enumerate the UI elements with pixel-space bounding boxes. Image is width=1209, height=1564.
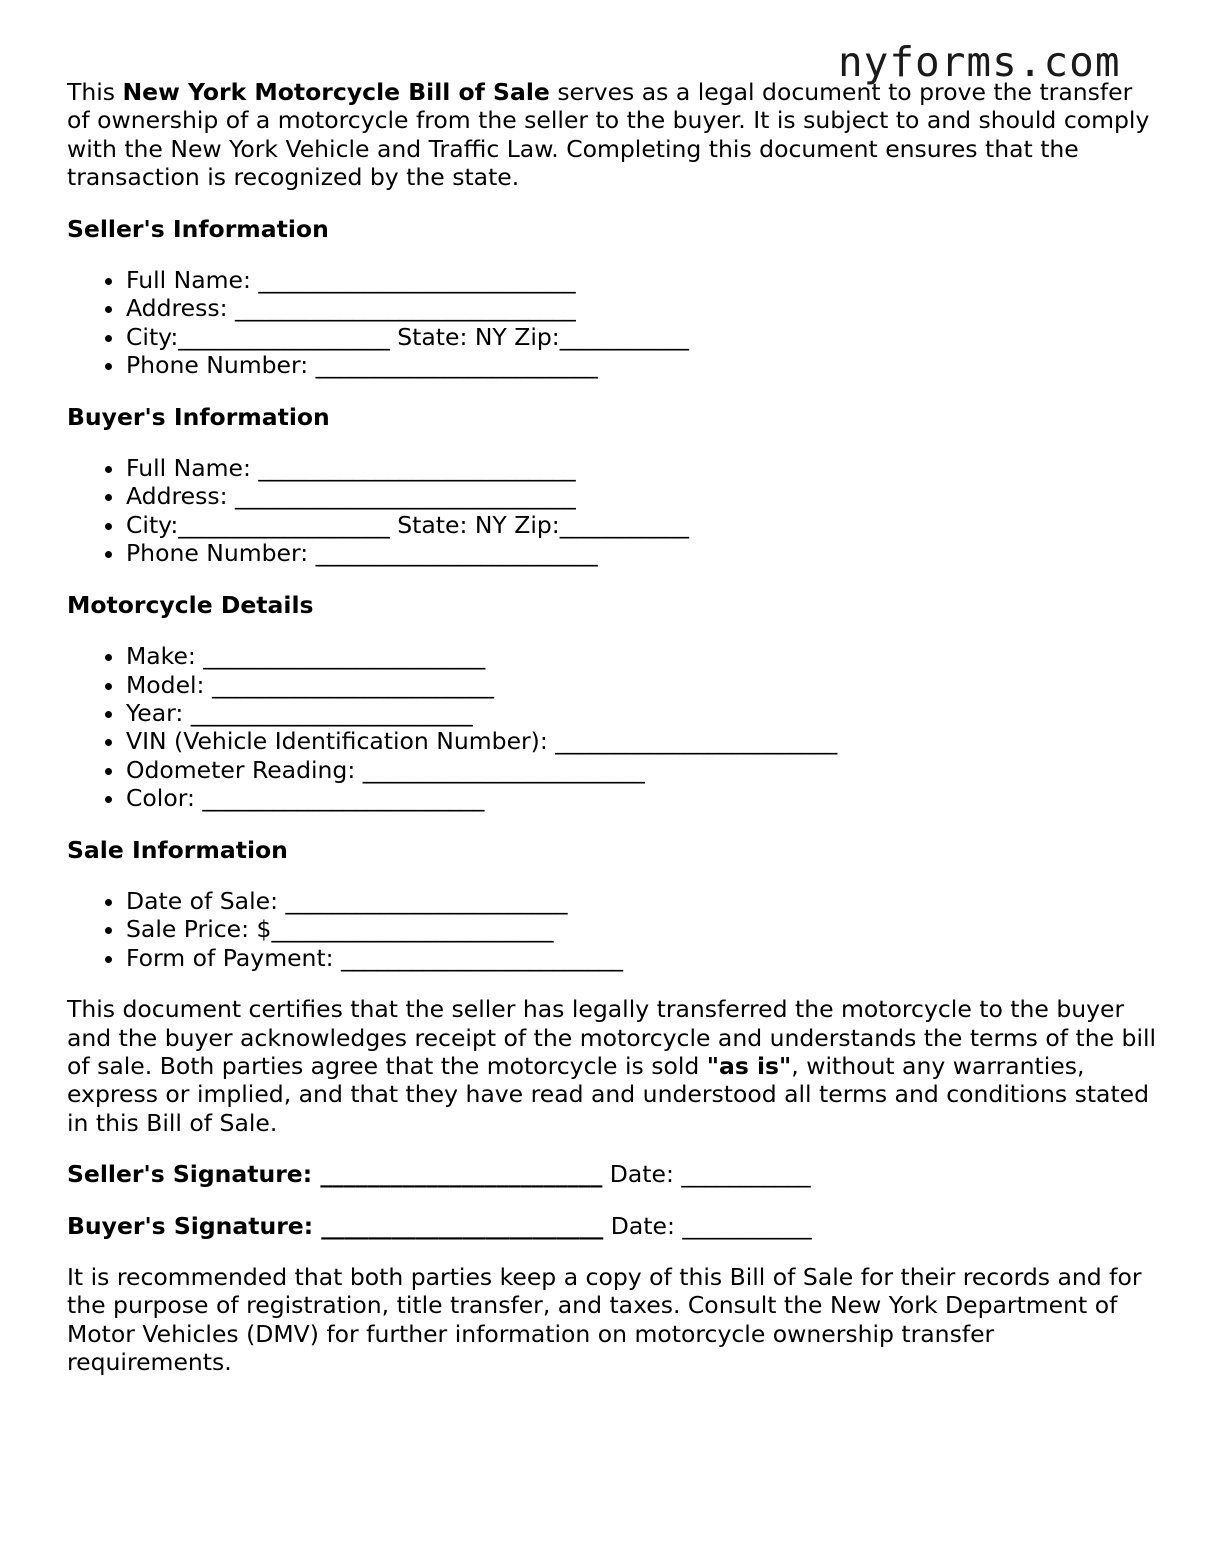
seller-phone-field[interactable]: • Phone Number: ________________________ [126,351,1157,379]
seller-signature-label: Seller's Signature: ________________________ [67,1160,603,1189]
intro-paragraph: This New York Motorcycle Bill of Sale serves as a legal document to prove the transfer of ownership of a motorcycle from the seller to the buyer. It is subject to and should comply with the New York Vehicle and Traffic Law. Completing this document ensures that the transaction is recognized by the state. [67,78,1150,192]
seller-full-name-field[interactable]: • Full Name: ___________________________ [126,266,1157,294]
motorcycle-fields [67,642,1157,812]
buyer-phone-field[interactable]: • Phone Number: ________________________ [126,539,1157,567]
date-of-sale-field[interactable]: • Date of Sale: ________________________ [126,887,1157,915]
seller-address-field[interactable]: • Address: _____________________________ [126,294,1157,322]
seller-heading: Seller's Information [67,214,329,243]
buyer-signature-label: Buyer's Signature: ________________________ [67,1211,604,1240]
buyer-address-field[interactable]: • Address: _____________________________ [126,482,1157,510]
buyer-heading: Buyer's Information [67,402,330,431]
buyer-city-state-zip-field[interactable]: • City:__________________ State: NY Zip:___________ [126,511,1157,539]
seller-fields [67,266,1157,380]
as-is-clause: "as is" [706,1051,792,1080]
form-of-payment-field[interactable]: • Form of Payment: ________________________ [126,944,1157,972]
buyer-fields [67,454,1157,568]
color-field[interactable]: • Color: ________________________ [126,784,1157,812]
motorcycle-heading: Motorcycle Details [67,590,314,619]
model-field[interactable]: • Model: ________________________ [126,671,1157,699]
site-watermark: nyforms.com [838,38,1121,86]
buyer-full-name-field[interactable]: • Full Name: ___________________________ [126,454,1157,482]
seller-signature-line[interactable] [67,1160,1157,1188]
document-title: New York Motorcycle Bill of Sale [122,78,550,106]
seller-signature-date[interactable]: Date: ___________ [602,1160,811,1189]
seller-city-state-zip-field[interactable]: • City:__________________ State: NY Zip:___________ [126,323,1157,351]
vin-field[interactable]: • VIN (Vehicle Identification Number): ________________________ [126,727,1157,755]
certification-paragraph: This document certifies that the seller has legally transferred the motorcycle to the buyer and the buyer acknowledges receipt of the motorcycle and understands the terms of the bill of sale. Both parties agree that the motorcycle is sold "as is", without any warranties, express or implied, and that they have read and understood all terms and conditions stated in this Bill of Sale. [67,995,1157,1137]
closing-paragraph: It is recommended that both parties keep a copy of this Bill of Sale for their records and for the purpose of registration, title transfer, and taxes. Consult the New York Department of Motor Vehicles (DMV) for further information on motorcycle ownership transfer requirements. [67,1263,1142,1377]
odometer-field[interactable]: • Odometer Reading: ________________________ [126,756,1157,784]
make-field[interactable]: • Make: ________________________ [126,642,1157,670]
bill-of-sale-document [67,78,1157,1377]
year-field[interactable]: • Year: ________________________ [126,699,1157,727]
buyer-signature-date[interactable]: Date: ___________ [603,1211,812,1240]
sale-fields [67,887,1157,972]
sale-heading: Sale Information [67,835,288,864]
sale-price-field[interactable]: • Sale Price: $________________________ [126,915,1157,943]
buyer-signature-line[interactable] [67,1212,1157,1240]
